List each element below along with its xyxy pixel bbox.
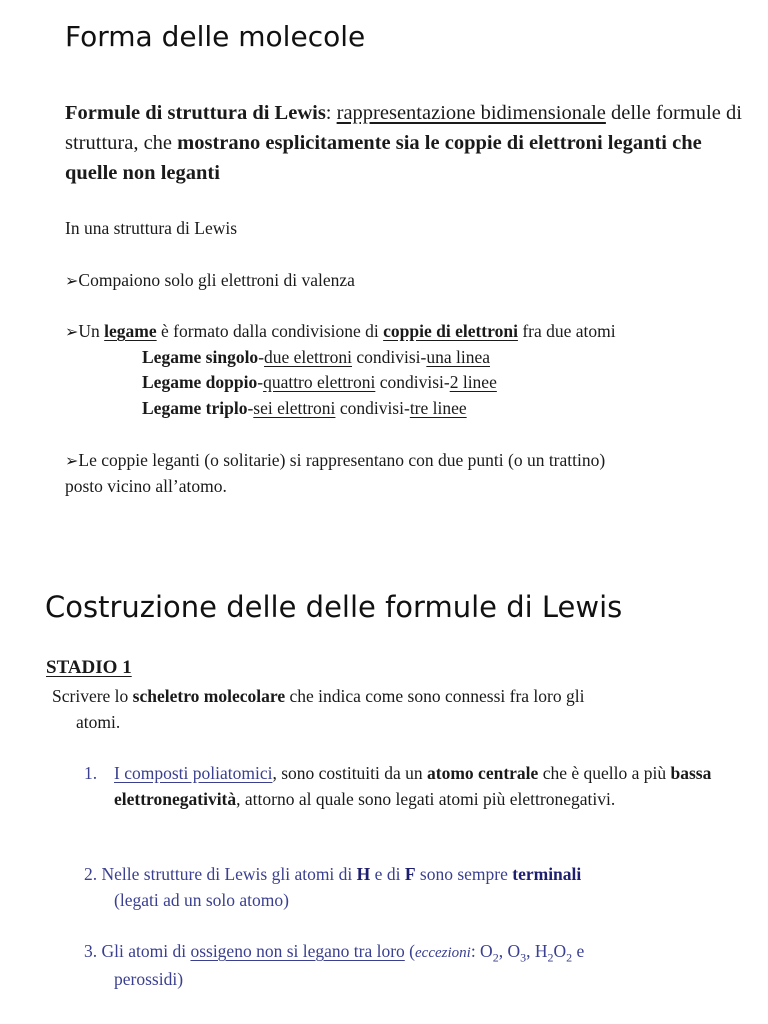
item2-f: terminali — [512, 864, 582, 884]
item2-d: F — [404, 864, 416, 884]
item-number: 3. — [84, 941, 98, 961]
lead-underline: rappresentazione bidimensionale — [336, 102, 606, 124]
bond-sep: - — [257, 372, 264, 392]
arrow-bullet-icon: ➢ — [65, 324, 79, 341]
item1-d: che è quello a più — [538, 763, 671, 783]
intro-text: In una struttura di Lewis — [65, 218, 238, 238]
item2-b: H — [356, 864, 371, 884]
bond-electrons: due elettroni — [264, 347, 352, 367]
item1-c: atomo centrale — [427, 763, 539, 783]
item3-h: O — [553, 941, 567, 961]
item3-g: , H — [526, 941, 548, 961]
item3-c: ( — [404, 941, 415, 961]
bond-mid: condivisi- — [335, 398, 410, 418]
item3-f: , O — [498, 941, 521, 961]
bond-double — [142, 369, 497, 395]
lead-bold: Formule di struttura di Lewis — [65, 102, 326, 124]
bond-sep: - — [247, 398, 254, 418]
bullet1-text: Compaiono solo gli elettroni di valenza — [78, 270, 355, 290]
item3-b: ossigeno non si legano tra loro — [190, 941, 405, 961]
bond-lines: una linea — [426, 347, 490, 367]
item2-g: (legati ad un solo atomo) — [114, 890, 289, 910]
bullet-lone-pairs — [65, 447, 605, 475]
list-item-3 — [84, 938, 724, 992]
item2-e: sono sempre — [415, 864, 513, 884]
bond-mid: condivisi- — [351, 347, 427, 367]
bullet2-a: Un — [78, 321, 105, 341]
bond-electrons: quattro elettroni — [263, 372, 376, 392]
lead-colon: : — [325, 102, 337, 124]
bullet-legame — [65, 318, 616, 346]
bond-single — [142, 344, 490, 370]
item3-line2: perossidi) — [114, 969, 184, 989]
stage-heading: STADIO 1 — [46, 657, 132, 678]
item-number: 1. — [84, 763, 98, 783]
item3-i: e — [572, 941, 585, 961]
item3-sub1: 2 — [492, 950, 499, 965]
bullet3-line1: Le coppie leganti (o solitarie) si rappresentano con due punti (o un trattino) — [78, 450, 606, 470]
bond-lines: tre linee — [409, 398, 467, 418]
bond-sep: - — [258, 347, 265, 367]
lead-bold-2: mostrano esplicitamente sia le coppie di elettroni leganti che quelle non leganti — [65, 132, 702, 184]
item2-a: Nelle strutture di Lewis gli atomi di — [101, 864, 357, 884]
item3-e: : O — [470, 941, 493, 961]
stage-description — [52, 683, 584, 709]
bullet2-c: è formato dalla condivisione di — [156, 321, 384, 341]
bullet3-line2: posto vicino all’atomo. — [65, 476, 227, 496]
item1-f: , attorno al quale sono legati atomi più elettronegativi. — [236, 789, 616, 809]
bullet2-legame: legame — [104, 321, 157, 341]
item3-sub2: 3 — [520, 950, 527, 965]
bullet2-coppie: coppie di elettroni — [383, 321, 518, 341]
stage-line2: atomi. — [76, 712, 121, 732]
item3-sub4: 2 — [566, 950, 573, 965]
bond-name: Legame doppio — [142, 372, 258, 392]
slide-title-forma: Forma delle molecole — [65, 20, 366, 53]
bond-triple — [142, 395, 467, 421]
lead-text: delle formule di struttura, che — [65, 102, 742, 154]
bond-mid: condivisi- — [375, 372, 450, 392]
item1-e: bassa elettronegatività — [114, 763, 712, 809]
arrow-bullet-icon: ➢ — [65, 273, 79, 290]
stage-c: che indica come sono connessi fra loro gli — [285, 686, 585, 706]
bond-electrons: sei elettroni — [253, 398, 336, 418]
item1-a: I composti poliatomici — [114, 763, 273, 783]
bond-name: Legame triplo — [142, 398, 248, 418]
list-item-2 — [84, 861, 724, 913]
item-number: 2. — [84, 864, 98, 884]
bond-lines: 2 linee — [449, 372, 497, 392]
slide-title-costruzione: Costruzione delle delle formule di Lewis — [45, 590, 623, 624]
arrow-bullet-icon: ➢ — [65, 453, 79, 470]
stage-a: Scrivere lo — [52, 686, 133, 706]
bullet-valence — [65, 267, 355, 295]
item2-c: e di — [370, 864, 405, 884]
item3-sub3: 2 — [547, 950, 554, 965]
item3-d: eccezioni — [415, 945, 471, 961]
list-item-1 — [84, 760, 724, 838]
lewis-definition — [65, 98, 745, 188]
item1-b: , sono costituiti da un — [272, 763, 428, 783]
bond-name: Legame singolo — [142, 347, 259, 367]
stage-b: scheletro molecolare — [132, 686, 286, 706]
item3-a: Gli atomi di — [101, 941, 191, 961]
bullet2-e: fra due atomi — [517, 321, 616, 341]
